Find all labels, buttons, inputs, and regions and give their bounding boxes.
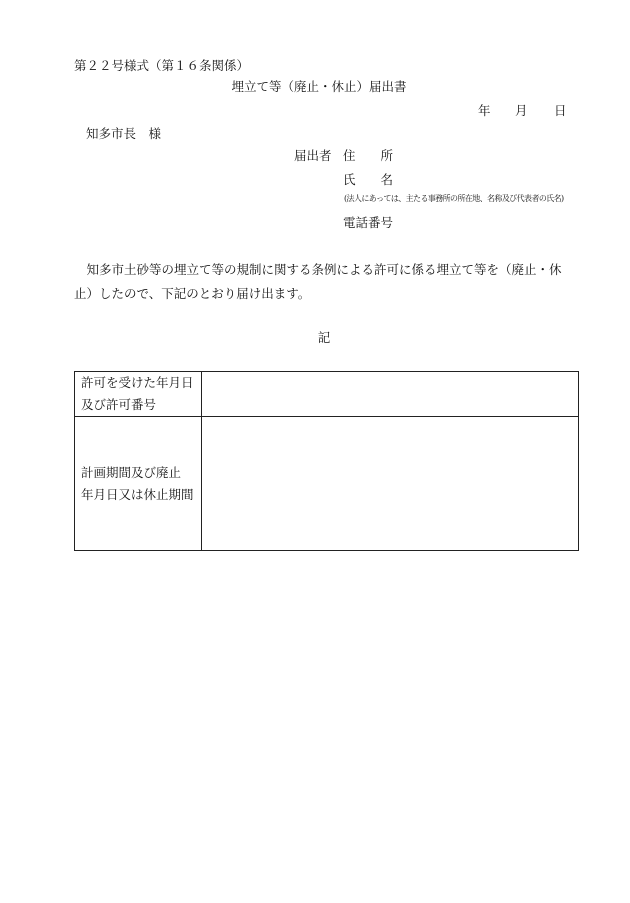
permit-date-number-label — [75, 372, 202, 417]
ki-heading: 記 — [317, 330, 331, 345]
label-line: 許可を受けた年月日 — [81, 375, 194, 390]
label-line: 及び許可番号 — [81, 397, 157, 412]
label-line: 年月日又は休止期間 — [81, 486, 194, 502]
permit-date-number-field[interactable] — [202, 372, 579, 417]
addressee: 知多市長 様 — [86, 126, 162, 141]
label-line: 計画期間及び廃止 — [81, 464, 182, 480]
corporate-note: (法人にあっては、主たる事務所の所在地、名称及び代表者の氏名) — [344, 194, 564, 203]
date-month-label: 月 — [515, 103, 528, 118]
form-number: 第２２号様式（第１６条関係） — [74, 58, 250, 73]
details-table — [74, 371, 579, 551]
plan-period-field[interactable] — [202, 417, 579, 551]
declaration-text: 知多市土砂等の埋立て等の規制に関する条例による許可に係る埋立て等を（廃止・休止）したので、下記のとおり届け出ます。 — [74, 262, 562, 301]
submitter-label: 届出者 — [294, 148, 332, 163]
table-row — [75, 372, 579, 417]
document-title: 埋立て等（廃止・休止）届出書 — [231, 79, 407, 94]
date-day-label: 日 — [554, 103, 567, 118]
phone-label: 電話番号 — [343, 215, 394, 230]
name-label: 氏 名 — [343, 172, 394, 187]
address-label: 住 所 — [343, 148, 394, 163]
date-year-label: 年 — [478, 103, 491, 118]
table-row — [75, 417, 579, 551]
plan-period-label — [75, 417, 202, 551]
